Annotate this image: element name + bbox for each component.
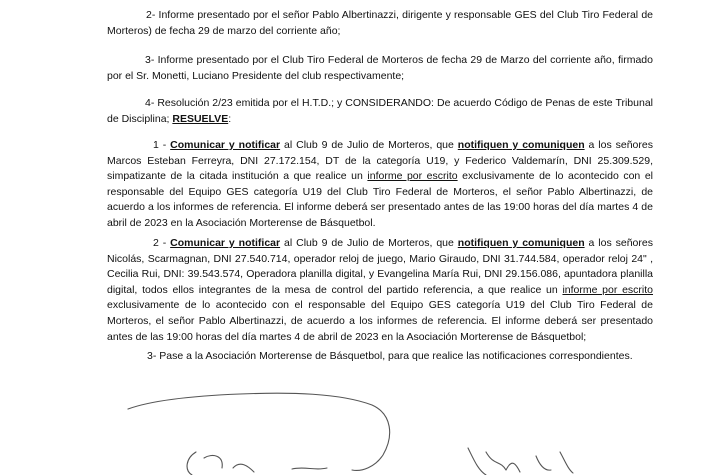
resolve-2-number: 2 - (153, 237, 171, 249)
resolve-1-action-2: notifiquen y comuniquen (457, 139, 585, 151)
paragraph-3-text: 3- Informe presentado por el Club Tiro Federal de Morteros de fecha 29 de Marzo del corriente año, firmado por el Sr. Monetti, Luciano Presidente del club respectivamente; (107, 54, 653, 82)
resolve-1-text-c: exclusivamente de lo acontecido con el responsable del Equipo GES categoría U19 del Club Tiro Federal de Morteros, el señor Pablo Albertinazzi, de acuerdo a los informes de referencia. El informe deberá ser presentado antes de las 19:00 horas del día martes 4 de abril de 2023 en la Asociación Morterense de Básquetbol. (107, 170, 653, 229)
resolve-2-action: Comunicar y notificar (170, 237, 281, 249)
resolve-1-action: Comunicar y notificar (170, 139, 281, 151)
resolve-2-text-a: al Club 9 de Julio de Morteros, que (280, 237, 458, 249)
resolve-1-text-b: a los señores Marcos Esteban Ferreyra, DNI 27.172.154, DT de la categoría U19, y Federico Valdemarín, DNI 25.309.529, simpatizante de la citada institución a que realice un (107, 139, 653, 183)
resuelve-heading: RESUELVE (172, 112, 229, 125)
paragraph-4-text: 4- Resolución 2/23 emitida por el H.T.D.; y CONSIDERANDO: De acuerdo Código de Penas de este Tribunal de Disciplina; (107, 97, 653, 125)
resolve-3-text: 3- Pase a la Asociación Morterense de Básquetbol, para que realice las notificaciones correspondientes. (147, 350, 633, 362)
paragraph-2-text: 2- Informe presentado por el señor Pablo Albertinazzi, dirigente y responsable GES del Club Tiro Federal de Morteros) de fecha 29 de marzo del corriente año; (107, 9, 653, 37)
resolve-2-text-b: a los señores Nicolás, Scarmagnan, DNI 27.540.714, operador reloj de juego, Mario Giraudo, DNI 31.744.584, operador reloj 24" , Cecilia Rui, DNI: 39.543.574, Operadora planilla digital, y Evangelina María Rui, DNI 29.156.086, apuntadora planilla digital, todos ellos integrantes de la mesa de control del partido referencia, a que realice un (107, 237, 653, 296)
resolve-1-text-a: al Club 9 de Julio de Morteros, que (280, 139, 458, 151)
resolve-2-text-c: exclusivamente de lo acontecido con el responsable del Equipo GES categoría U19 del Club Tiro Federal de Morteros, el señor Pablo Albertinazzi, de acuerdo a los informes de referencia. El informe deberá ser presentado antes de las 19:00 horas del día martes 4 de abril de 2023 en la Asociación Morterense de Básquetbol; (107, 299, 653, 343)
resolve-2-action-2: notifiquen y comuniquen (457, 237, 585, 249)
resolve-2-report: informe por escrito (562, 283, 653, 296)
paragraph-4-colon: : (228, 112, 232, 125)
resolve-1-report: informe por escrito (367, 170, 458, 183)
resolve-1-number: 1 - (153, 139, 171, 151)
